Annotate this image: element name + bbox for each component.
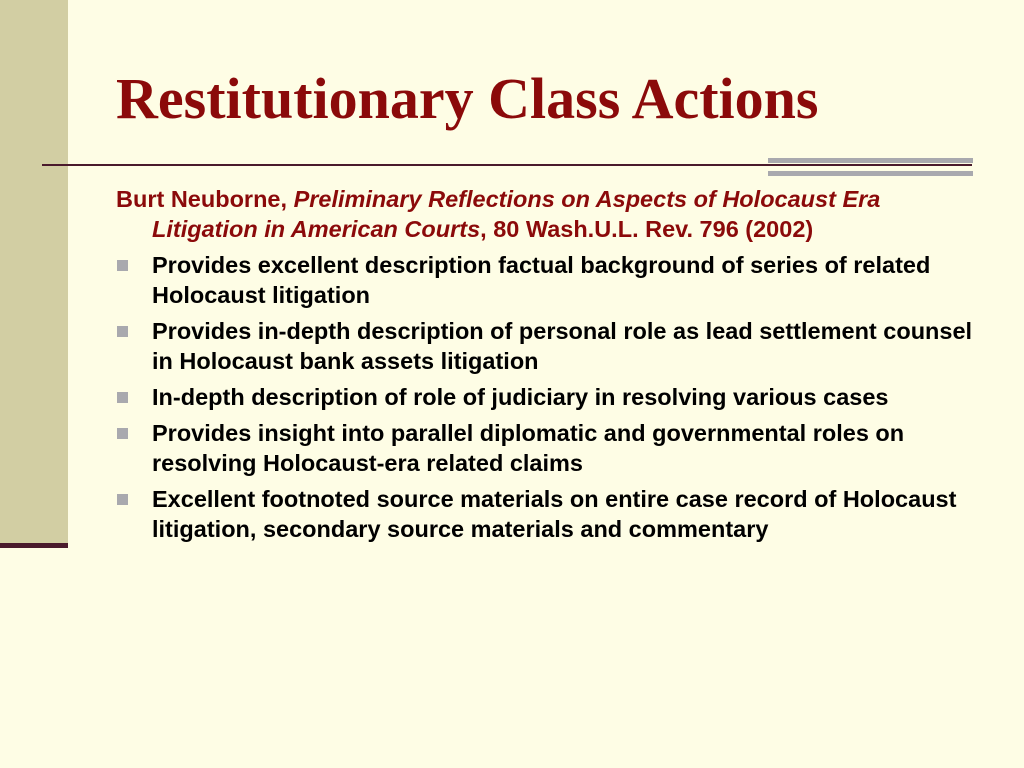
left-decorative-band xyxy=(0,0,68,548)
bullet-item xyxy=(116,250,976,310)
left-band-divider xyxy=(0,543,68,548)
slide-body xyxy=(116,184,976,550)
square-bullet-icon xyxy=(117,428,128,439)
title-divider-accent-top xyxy=(768,158,973,163)
slide-title: Restitutionary Class Actions xyxy=(116,66,819,131)
square-bullet-icon xyxy=(117,260,128,271)
citation-work-title: Preliminary Reflections on Aspects of Holocaust Era Litigation in American Courts xyxy=(152,186,881,242)
bullet-text: In-depth description of role of judiciary in resolving various cases xyxy=(152,384,889,410)
title-divider-accent-bottom xyxy=(768,171,973,176)
bullet-text: Provides insight into parallel diplomatic and governmental roles on resolving Holocaust-era related claims xyxy=(152,420,905,476)
bullet-item xyxy=(116,316,976,376)
square-bullet-icon xyxy=(117,392,128,403)
bullet-text: Provides excellent description factual background of series of related Holocaust litigation xyxy=(152,252,931,308)
square-bullet-icon xyxy=(117,494,128,505)
bullet-text: Provides in-depth description of personal role as lead settlement counsel in Holocaust bank assets litigation xyxy=(152,318,973,374)
citation-source: , 80 Wash.U.L. Rev. 796 (2002) xyxy=(480,216,814,242)
citation-author: Burt Neuborne, xyxy=(116,186,294,212)
bullet-item xyxy=(116,418,976,478)
bullet-item xyxy=(116,484,976,544)
bullet-text: Excellent footnoted source materials on entire case record of Holocaust litigation, secondary source materials and commentary xyxy=(152,486,957,542)
citation xyxy=(116,184,976,244)
square-bullet-icon xyxy=(117,326,128,337)
title-divider xyxy=(42,164,972,166)
bullet-list xyxy=(116,250,976,544)
bullet-item xyxy=(116,382,976,412)
